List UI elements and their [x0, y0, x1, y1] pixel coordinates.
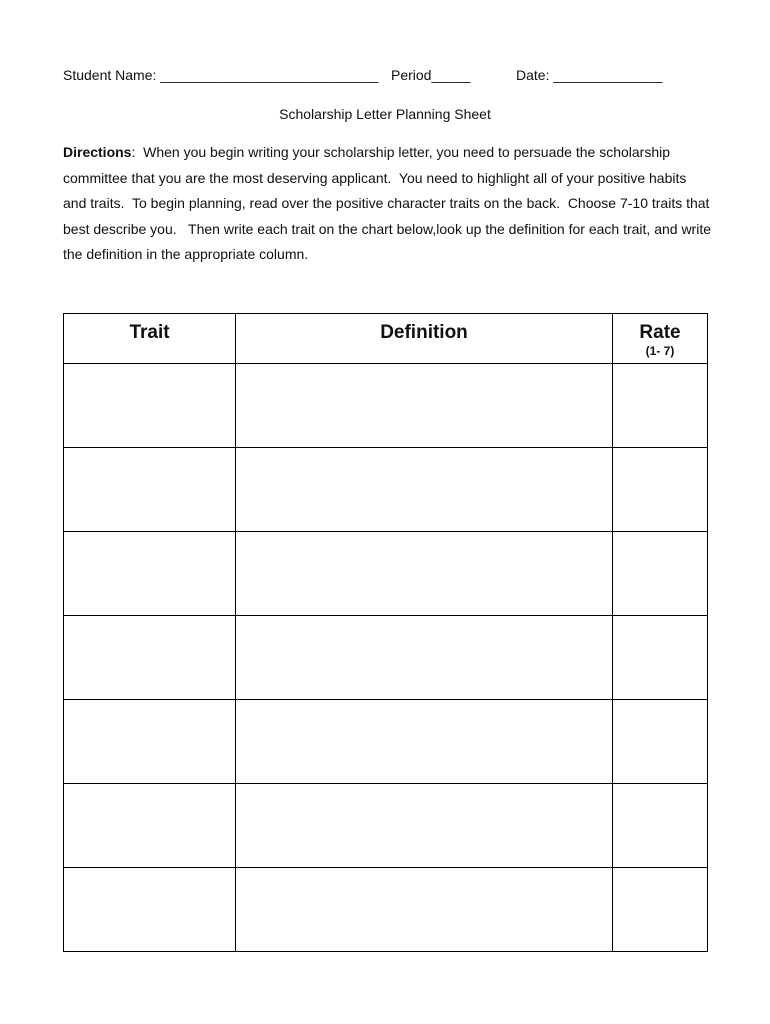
directions-line-5: the definition in the appropriate column.: [63, 246, 309, 262]
table-row: [64, 784, 708, 868]
definition-cell: [236, 448, 613, 532]
rate-cell: [613, 868, 708, 952]
trait-cell: [64, 364, 236, 448]
trait-cell: [64, 700, 236, 784]
definition-cell: [236, 700, 613, 784]
rate-cell: [613, 532, 708, 616]
directions-line-2: committee that you are the most deserving applicant. You need to highlight all of your positive habits: [63, 169, 687, 186]
trait-column-header: Trait: [64, 314, 236, 364]
directions-label: Directions: [63, 144, 132, 160]
directions-line-1: [63, 140, 723, 166]
table-row: [64, 616, 708, 700]
definition-cell: [236, 616, 613, 700]
table-row: [64, 448, 708, 532]
definition-cell: [236, 784, 613, 868]
rate-cell: [613, 700, 708, 784]
trait-chart-table: [63, 313, 708, 952]
directions-line-4: best describe you. Then write each trait on the chart below,look up the definition for each trait, and write: [63, 220, 711, 237]
rate-column-header: [613, 314, 708, 364]
rate-cell: [613, 364, 708, 448]
student-name-field: Student Name: ____________________________: [63, 67, 379, 83]
rate-header-label: Rate: [639, 322, 681, 343]
directions-paragraph: [63, 140, 723, 268]
rate-scale-label: (1- 7): [645, 344, 675, 358]
definition-cell: [236, 364, 613, 448]
trait-cell: [64, 532, 236, 616]
trait-cell: [64, 448, 236, 532]
table-row: [64, 700, 708, 784]
trait-cell: [64, 616, 236, 700]
definition-cell: [236, 868, 613, 952]
rate-cell: [613, 616, 708, 700]
date-field: Date: ______________: [516, 67, 663, 83]
rate-cell: [613, 784, 708, 868]
table-row: [64, 364, 708, 448]
table-row: [64, 532, 708, 616]
table-row: [64, 868, 708, 952]
trait-rows: [64, 364, 708, 952]
trait-cell: [64, 784, 236, 868]
definition-cell: [236, 532, 613, 616]
period-field: Period_____: [391, 67, 471, 83]
table-header-row: [64, 314, 708, 364]
definition-column-header: Definition: [236, 314, 613, 364]
rate-cell: [613, 448, 708, 532]
page-title: Scholarship Letter Planning Sheet: [279, 106, 491, 122]
directions-line-3: and traits. To begin planning, read over the positive character traits on the back. Choose 7-10 traits that: [63, 195, 710, 211]
trait-cell: [64, 868, 236, 952]
directions-text-1: : When you begin writing your scholarship letter, you need to persuade the scholarship: [131, 144, 671, 160]
